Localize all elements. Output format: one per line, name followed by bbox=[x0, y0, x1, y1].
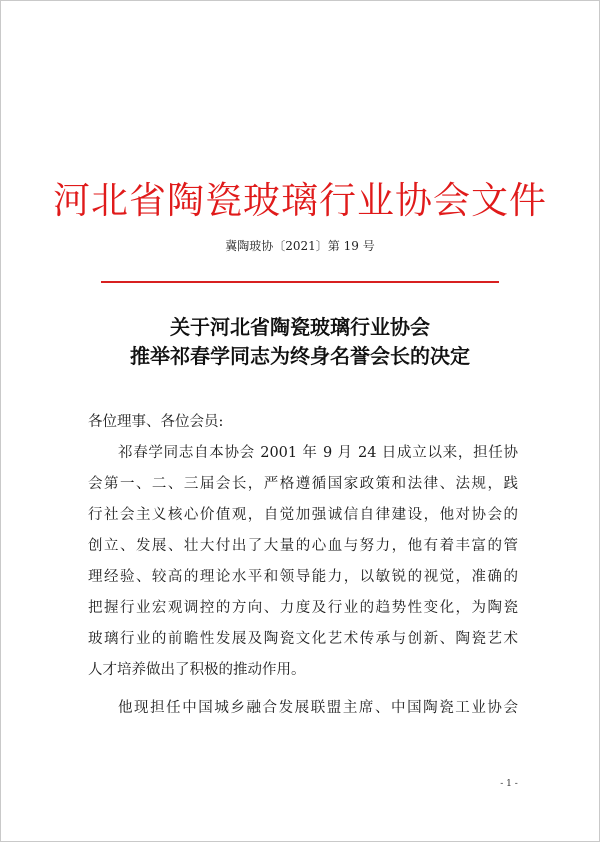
paragraph-1-line-2: 会第一、二、三届会长，严格遵循国家政策和法律、法规，践 bbox=[88, 476, 518, 492]
page-number: - 1 - bbox=[500, 779, 518, 789]
document-title-line-2: 推举祁春学同志为终身名誉会长的决定 bbox=[130, 344, 470, 368]
org-header-title: 河北省陶瓷玻璃行业协会文件 bbox=[53, 179, 547, 222]
document-number: 冀陶玻协〔2021〕第 19 号 bbox=[225, 239, 375, 253]
paragraph-2-line-1: 他现担任中国城乡融合发展联盟主席、中国陶瓷工业协会 bbox=[118, 700, 518, 716]
salutation: 各位理事、各位会员: bbox=[88, 414, 224, 430]
red-divider-rule bbox=[101, 281, 499, 283]
paragraph-1-line-3: 行社会主义核心价值观，自觉加强诚信自律建设，他对协会的 bbox=[88, 507, 518, 523]
paragraph-1-line-5: 理经验、较高的理论水平和领导能力，以敏锐的视觉，准确的 bbox=[88, 569, 518, 585]
document-title-line-1: 关于河北省陶瓷玻璃行业协会 bbox=[170, 315, 430, 339]
paragraph-1-line-1: 祁春学同志自本协会 2001 年 9 月 24 日成立以来，担任协 bbox=[118, 445, 518, 461]
paragraph-1-line-7: 玻璃行业的前瞻性发展及陶瓷文化艺术传承与创新、陶瓷艺术 bbox=[88, 631, 518, 647]
paragraph-1-line-8: 人才培养做出了积极的推动作用。 bbox=[88, 662, 306, 678]
paragraph-1-line-4: 创立、发展、壮大付出了大量的心血与努力，他有着丰富的管 bbox=[88, 538, 518, 554]
paragraph-1-line-6: 把握行业宏观调控的方向、力度及行业的趋势性变化，为陶瓷 bbox=[88, 600, 518, 616]
